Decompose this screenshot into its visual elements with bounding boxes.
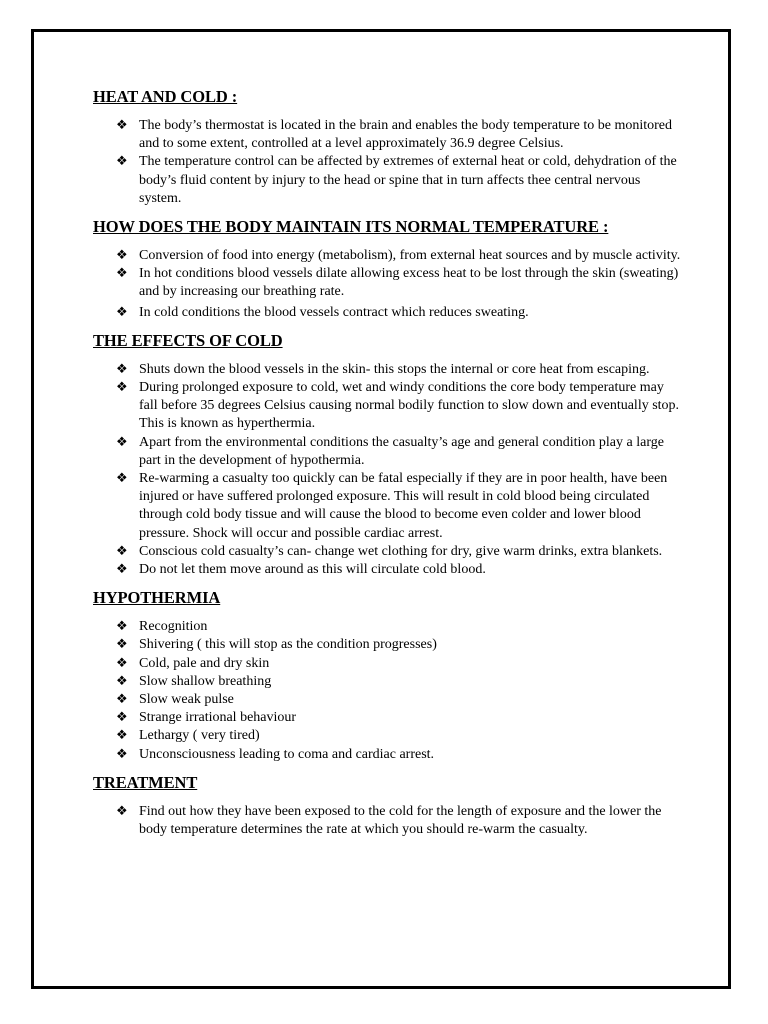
diamond-dots-icon: ❖ xyxy=(116,154,128,170)
list-item-text: Cold, pale and dry skin xyxy=(139,655,270,671)
list-item xyxy=(93,746,683,764)
list-item xyxy=(93,636,683,654)
list-item xyxy=(93,803,683,839)
list-item xyxy=(93,153,683,208)
bullet-list xyxy=(93,803,683,839)
section-heading: HEAT AND COLD : xyxy=(93,87,238,106)
diamond-dots-icon: ❖ xyxy=(116,562,128,578)
section-heading: TREATMENT xyxy=(93,772,198,792)
list-item xyxy=(93,673,683,691)
section-heading: HYPOTHERMIA xyxy=(93,588,221,608)
diamond-dots-icon: ❖ xyxy=(116,710,128,726)
section-hypothermia xyxy=(93,587,683,764)
diamond-dots-icon: ❖ xyxy=(116,655,128,671)
bullet-list xyxy=(93,361,683,579)
diamond-dots-icon: ❖ xyxy=(116,673,128,689)
section-body-temperature xyxy=(93,216,683,322)
list-item-text: Re-warming a casualty too quickly can be fatal especially if they are in poor health, have been injured or have suffered prolonged exposure. This will result in cold blood being circulated through cold body tissue and will cause the blood to become even colder and lower blood pressure. Shock will occur and possible cardiac arrest. xyxy=(139,471,668,541)
list-item xyxy=(93,543,683,561)
list-item-text: Unconsciousness leading to coma and cardiac arrest. xyxy=(139,746,435,762)
diamond-dots-icon: ❖ xyxy=(116,728,128,744)
bullet-list xyxy=(93,247,683,322)
list-item xyxy=(93,691,683,709)
list-item-text: Shuts down the blood vessels in the skin- this stops the internal or core heat from escaping. xyxy=(139,361,650,377)
list-item xyxy=(93,361,683,379)
diamond-dots-icon: ❖ xyxy=(116,434,128,450)
diamond-dots-icon: ❖ xyxy=(116,803,128,819)
list-item-text: In hot conditions blood vessels dilate allowing excess heat to be lost through the skin (sweating) and by increasing our breathing rate. xyxy=(139,266,679,300)
section-heading: HOW DOES THE BODY MAINTAIN ITS NORMAL TEMPERATURE : xyxy=(93,217,609,237)
list-item-text: Apart from the environmental conditions the casualty’s age and general condition play a large part in the development of hypothermia. xyxy=(139,434,664,468)
bullet-list xyxy=(93,117,683,208)
list-item-text: Conversion of food into energy (metabolism), from external heat sources and by muscle activity. xyxy=(139,248,681,264)
list-item-text: The temperature control can be affected by extremes of external heat or cold, dehydration of the body’s fluid content by injury to the head or spine that in turn affects thee central nervous system. xyxy=(139,154,677,206)
list-item xyxy=(93,655,683,673)
document-content xyxy=(93,86,683,847)
list-item-text: Find out how they have been exposed to the cold for the length of exposure and the lower the body temperature determines the rate at which you should re-warm the casualty. xyxy=(139,803,662,838)
section-treatment xyxy=(93,772,683,839)
list-item-text: Do not let them move around as this will circulate cold blood. xyxy=(139,562,486,578)
list-item-text: Strange irrational behaviour xyxy=(139,710,297,726)
list-item xyxy=(93,117,683,153)
section-heading: THE EFFECTS OF COLD xyxy=(93,330,283,350)
list-item-text: In cold conditions the blood vessels contract which reduces sweating. xyxy=(139,304,529,320)
list-item xyxy=(93,379,683,434)
list-item xyxy=(93,727,683,745)
diamond-dots-icon: ❖ xyxy=(116,619,128,635)
diamond-dots-icon: ❖ xyxy=(116,637,128,653)
list-item xyxy=(93,265,683,301)
list-item-text: Shivering ( this will stop as the condition progresses) xyxy=(139,637,437,653)
diamond-dots-icon: ❖ xyxy=(116,118,128,133)
list-item-text: The body’s thermostat is located in the brain and enables the body temperature to be monitored and to some extent, controlled at a level approximately 36.9 degree Celsius. xyxy=(139,118,673,152)
list-item-text: During prolonged exposure to cold, wet and windy conditions the core body temperature may fall before 35 degrees Celsius causing normal bodily function to slow down and eventually stop. This is known as hyperthermia. xyxy=(139,380,680,432)
section-effects-of-cold xyxy=(93,330,683,579)
list-item-text: Lethargy ( very tired) xyxy=(139,728,260,744)
diamond-dots-icon: ❖ xyxy=(116,380,128,396)
section-heat-and-cold xyxy=(93,86,683,208)
diamond-dots-icon: ❖ xyxy=(116,304,128,320)
diamond-dots-icon: ❖ xyxy=(116,543,128,559)
list-item-text: Recognition xyxy=(139,619,208,635)
list-item xyxy=(93,434,683,470)
list-item-text: Conscious cold casualty’s can- change wet clothing for dry, give warm drinks, extra blankets. xyxy=(139,543,663,559)
diamond-dots-icon: ❖ xyxy=(116,266,128,282)
bullet-list xyxy=(93,618,683,764)
list-item xyxy=(93,470,683,543)
diamond-dots-icon: ❖ xyxy=(116,471,128,487)
list-item xyxy=(93,304,683,322)
diamond-dots-icon: ❖ xyxy=(116,248,128,264)
list-item xyxy=(93,709,683,727)
diamond-dots-icon: ❖ xyxy=(116,746,128,762)
list-item xyxy=(93,247,683,265)
list-item-text: Slow weak pulse xyxy=(139,692,234,708)
list-item-text: Slow shallow breathing xyxy=(139,673,272,689)
diamond-dots-icon: ❖ xyxy=(116,361,128,377)
list-item xyxy=(93,618,683,636)
list-item xyxy=(93,561,683,579)
diamond-dots-icon: ❖ xyxy=(116,692,128,708)
